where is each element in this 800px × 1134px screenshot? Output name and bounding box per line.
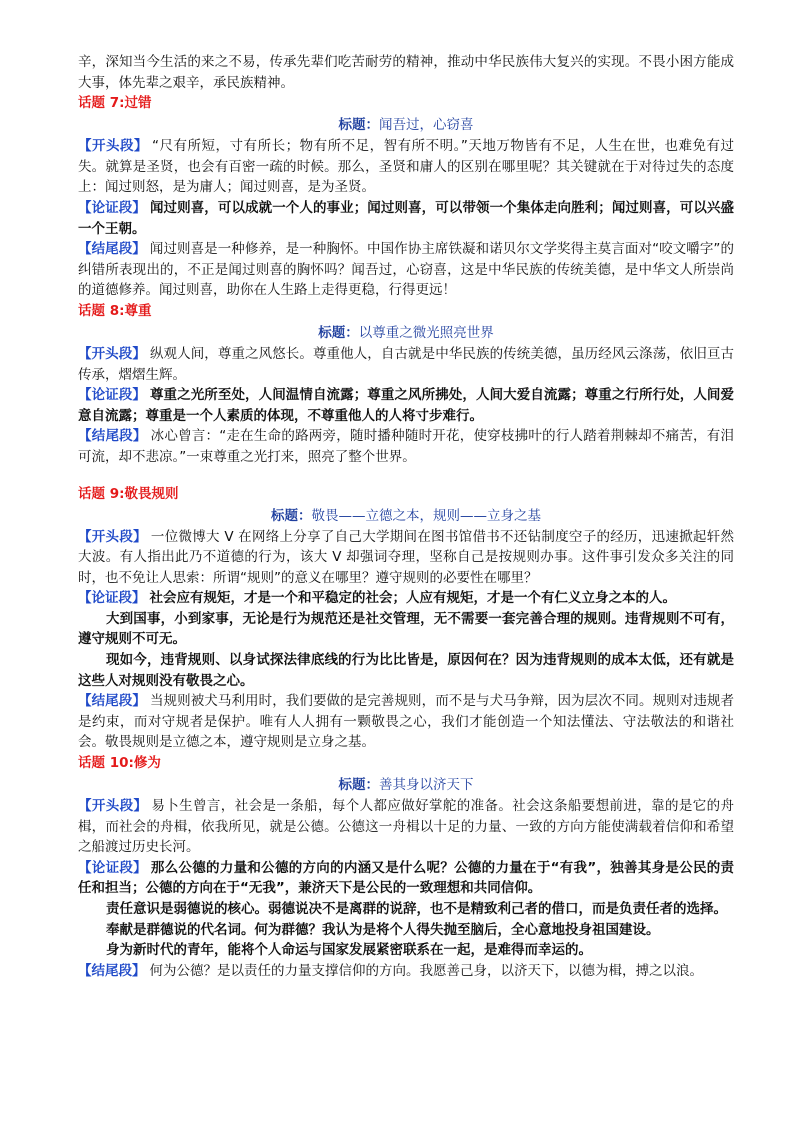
ending-text: 闻过则喜是一种修养，是一种胸怀。中国作协主席铁凝和诺贝尔文学奖得主莫言面对“咬文嚼字”的纠错所表现出的，不正是闻过则喜的胸怀吗？闻吾过，心窃喜，这是中华民族的传统美德，是中华文人所崇尚的道德修养。闻过则喜，助你在人生路上走得更稳，行得更远！ [78,241,734,299]
essay-title [78,114,734,136]
argument-paragraph [78,858,734,899]
argument-text: 那么公德的力量和公德的方向的内涵又是什么呢？公德的力量在于“有我”，独善其身是公民的责任和担当；公德的方向在于“无我”，兼济天下是公民的一致理想和共同信仰。 [78,859,735,897]
ending-tag: 【结尾段】 [78,693,146,710]
argument-text: 尊重之光所至处，人间温情自流露；尊重之风所拂处，人间大爱自流露；尊重之行所行处，人间爱意自流露；尊重是一个人素质的体现，不尊重他人的人将寸步难行。 [78,387,735,424]
argument-text: 闻过则喜，可以成就一个人的事业；闻过则喜，可以带领一个集体走向胜利；闻过则喜，可以兴盛一个王朝。 [78,199,735,237]
title-text: 敬畏——立德之本，规则——立身之基 [311,507,541,524]
topic-section-7 [78,93,734,301]
topic-section-9 [78,484,734,754]
argument-tag: 【论证段】 [78,859,147,876]
ending-text: 当规则被犬马利用时，我们要做的是完善规则，而不是与犬马争辩，因为层次不同。规则对违规者是约束，而对守规者是保护。唯有人人拥有一颗敬畏之心，我们才能创造一个知法懂法、守法敬法的和谐社会。敬畏规则是立德之本，遵守规则是立身之基。 [78,693,735,751]
title-label: 标题： [271,507,312,524]
essay-title [78,505,734,527]
opening-text: 易卜生曾言，社会是一条船，每个人都应做好掌舵的准备。社会这条船要想前进，靠的是它的舟楫，而社会的舟楫，依我所见，就是公德。公德这一舟楫以十足的力量、一致的方向方能使满载着信仰和希望之船渡过历史长河。 [78,798,735,856]
opening-paragraph [78,796,734,858]
argument-point: 奉献是群德说的代名词。何为群德？我认为是将个人得失抛至脑后，全心意地投身祖国建设。 [106,921,660,938]
ending-tag: 【结尾段】 [78,428,147,445]
topic-heading: 话题 9:敬畏规则 [78,485,179,502]
argument-point: 大到国事，小到家事，无论是行为规范还是社交管理，无不需要一套完善合理的规则。违背规则不可有，遵守规则不可无。 [78,610,734,648]
opening-tag: 【开头段】 [78,528,147,545]
topic-heading: 话题 8:尊重 [78,302,152,319]
ending-paragraph [78,961,734,982]
section-spacer [78,468,734,484]
opening-text: 纵观人间，尊重之风悠长。尊重他人，自古就是中华民族的传统美德，虽历经风云涤荡，依旧亘古传承，熠熠生辉。 [78,345,735,383]
topic-section-8 [78,301,734,468]
argument-paragraph [78,385,734,426]
opening-tag: 【开头段】 [78,345,146,362]
essay-title [78,322,734,344]
argument-paragraph [78,198,734,239]
ending-paragraph [78,426,734,467]
ending-text: 何为公德？是以责任的力量支撑信仰的方向。我愿善己身，以济天下，以德为楫，搏之以浪。 [149,962,703,979]
opening-text: 一位微博大 V 在网络上分享了自己大学期间在图书馆借书不还钻制度空子的经历，迅速掀起轩然大波。有人指出此乃不道德的行为，该大 V 却强词夺理，坚称自己是按规则办事。这件事引发众多关注的同时，也不免让人思索：所谓“规则”的意义在哪里？遵守规则的必要性在哪里？ [78,528,734,586]
document-page [78,52,734,981]
argument-point: 责任意识是弱德说的核心。弱德说决不是离群的说辞，也不是精致利己者的借口，而是负责任者的选择。 [106,901,727,917]
ending-text: 冰心曾言：“走在生命的路两旁，随时播种随时开花，使穿枝拂叶的行人踏着荆棘却不痛苦，有泪可流，却不悲凉。”一束尊重之光打来，照亮了整个世界。 [78,428,735,465]
essay-title [78,774,734,796]
topic-heading: 话题 7:过错 [78,95,152,112]
title-text: 闻吾过，心窃喜 [379,117,474,134]
argument-tag: 【论证段】 [78,387,146,404]
title-label: 标题： [318,324,359,341]
ending-tag: 【结尾段】 [78,241,146,258]
argument-paragraph [78,588,734,609]
ending-paragraph [78,239,734,301]
argument-tag: 【论证段】 [78,590,146,607]
topic-section-10 [78,753,734,981]
title-text: 善其身以济天下 [379,777,474,794]
opening-paragraph [78,527,734,589]
opening-tag: 【开头段】 [78,138,149,155]
ending-tag: 【结尾段】 [78,962,146,979]
intro-paragraph: 辛，深知当今生活的来之不易，传承先辈们吃苦耐劳的精神，推动中华民族伟大复兴的实现。不畏小困方能成大事，体先辈之艰辛，承民族精神。 [78,54,734,91]
title-label: 标题： [338,777,379,794]
opening-text: “尺有所短，寸有所长；物有所不足，智有所不明。”天地万物皆有不足，人生在世，也难免有过失。就算是圣贤，也会有百密一疏的时候。那么，圣贤和庸人的区别在哪里呢？其关键就在于对待过失的态度上：闻过则怒，是为庸人；闻过则喜，是为圣贤。 [78,138,734,196]
argument-point: 身为新时代的青年，能将个人命运与国家发展紧密联系在一起，是难得而幸运的。 [106,942,592,959]
title-label: 标题： [338,117,379,134]
opening-paragraph [78,344,734,385]
ending-paragraph [78,691,734,753]
topic-heading: 话题 10:修为 [78,755,161,772]
argument-text: 社会应有规矩，才是一个和平稳定的社会；人应有规矩，才是一个有仁义立身之本的人。 [149,590,676,607]
argument-tag: 【论证段】 [78,199,146,216]
opening-tag: 【开头段】 [78,798,148,815]
title-text: 以尊重之微光照亮世界 [358,324,494,341]
opening-paragraph [78,136,734,198]
argument-point: 现如今，违背规则、以身试探法律底线的行为比比皆是，原因何在？因为违背规则的成本太低，还有就是这些人对规则没有敬畏之心。 [78,652,734,689]
